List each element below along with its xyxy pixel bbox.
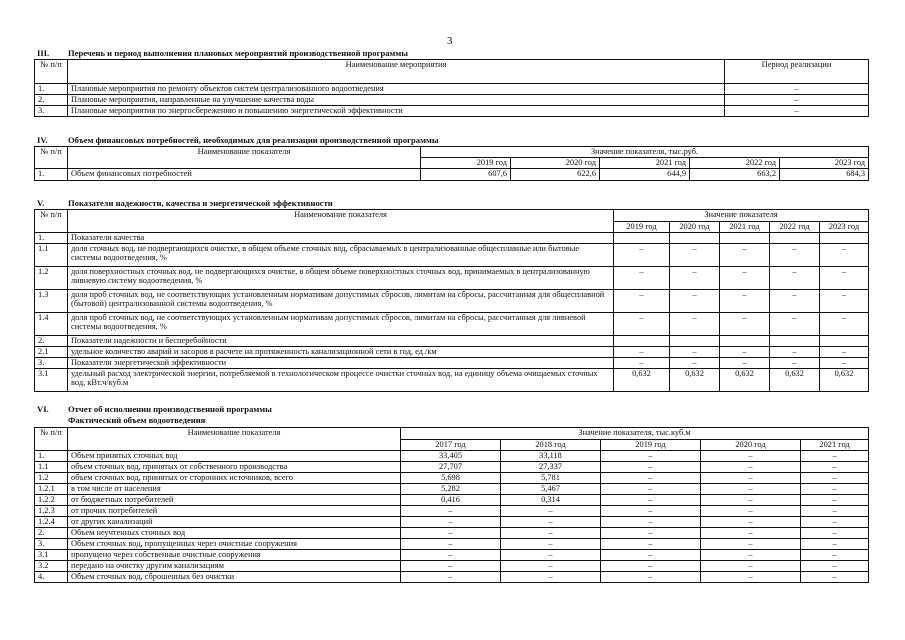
row-value: – [670, 358, 720, 369]
table-row [35, 539, 869, 550]
table-row [35, 169, 869, 181]
header-no: № п/п [35, 428, 68, 451]
section-4-title: Объем финансовых потребностей, необходимых для реализации производственной программы [68, 135, 439, 145]
header-no: № п/п [35, 210, 68, 233]
table-row [35, 462, 869, 473]
header-year: 2023 год [780, 158, 869, 169]
section-3-title: Перечень и период выполнения плановых мероприятий производственной программы [68, 48, 408, 58]
row-period: – [725, 84, 869, 95]
row-value: 684,3 [780, 169, 869, 181]
row-no: 1.3 [35, 290, 68, 313]
header-indicator-name: Наименование показателя [68, 147, 421, 169]
section-4-heading [37, 136, 439, 145]
header-year: 2021 год [801, 440, 869, 451]
row-name: Показатели качества [68, 233, 614, 244]
row-value: 27,337 [501, 462, 601, 473]
row-no: 2. [35, 336, 68, 347]
section-6-subtitle: Фактический объем водоотведения [68, 415, 206, 425]
table-header-row [35, 60, 869, 84]
row-value: – [770, 347, 820, 358]
row-value: 33,118 [501, 451, 601, 462]
row-value: – [601, 495, 701, 506]
header-indicator-name: Наименование показателя [68, 210, 614, 233]
row-value: – [720, 290, 770, 313]
table-row [35, 233, 869, 244]
row-name: от прочих потребителей [68, 506, 401, 517]
row-name: пропущено через собственные очистные сооружения [68, 550, 401, 561]
row-value: – [701, 484, 801, 495]
row-value: 644,9 [600, 169, 690, 181]
row-value: 5,698 [401, 473, 501, 484]
row-value: – [401, 506, 501, 517]
row-value: – [601, 528, 701, 539]
row-no: 2.1 [35, 347, 68, 358]
section-5-title: Показатели надежности, качества и энергетической эффективности [68, 198, 333, 208]
table-header-row [35, 428, 869, 440]
row-value: – [614, 267, 670, 290]
row-value: – [701, 517, 801, 528]
row-value: – [701, 506, 801, 517]
row-value: – [501, 550, 601, 561]
row-no: 1.2.1 [35, 484, 68, 495]
row-no: 1.2.4 [35, 517, 68, 528]
row-name: доля поверхностных сточных вод, не подвергающихся очистке, в общем объеме поверхностных сточных вод, принимаемых в централизованную ливневую систему водоотведения, % [68, 267, 614, 290]
row-value: – [401, 561, 501, 572]
row-name: доля проб сточных вод, не соответствующих установленным нормативам допустимых сбросов, лимитам на сбросы, рассчитанная для ливневой системы водоотведения, % [68, 313, 614, 336]
row-value: – [820, 267, 869, 290]
row-value: – [720, 313, 770, 336]
header-year: 2022 год [770, 222, 820, 233]
row-no: 1. [35, 451, 68, 462]
row-no: 1. [35, 169, 68, 181]
row-name: в том числе от населения [68, 484, 401, 495]
table-row [35, 313, 869, 336]
row-value: – [701, 495, 801, 506]
row-value: – [801, 495, 869, 506]
table-row [35, 358, 869, 369]
row-no: 1.2 [35, 267, 68, 290]
row-value: – [801, 506, 869, 517]
row-value: 5,467 [501, 484, 601, 495]
table-row [35, 517, 869, 528]
row-name: от бюджетных потребителей [68, 495, 401, 506]
row-value: – [670, 267, 720, 290]
table-row [35, 336, 869, 347]
row-value: – [501, 561, 601, 572]
row-name: Плановые мероприятия по ремонту объектов систем централизованного водоотведения [68, 84, 725, 95]
row-value: 0,632 [614, 369, 670, 392]
header-year: 2019 год [421, 158, 511, 169]
row-name: от других канализаций [68, 517, 401, 528]
row-value: – [601, 506, 701, 517]
row-no: 2. [35, 528, 68, 539]
row-value: – [720, 267, 770, 290]
row-name: объем сточных вод, принятых от сторонних источников, всего [68, 473, 401, 484]
row-value: – [614, 244, 670, 267]
table-row [35, 451, 869, 462]
row-value: – [801, 462, 869, 473]
row-no: 3.1 [35, 550, 68, 561]
header-year: 2020 год [511, 158, 600, 169]
row-value: – [614, 358, 670, 369]
row-value: – [801, 451, 869, 462]
table-header-row [35, 147, 869, 158]
row-no: 3.1 [35, 369, 68, 392]
row-value: 622,6 [511, 169, 600, 181]
section-6-heading [37, 405, 272, 414]
row-value: – [601, 561, 701, 572]
row-value: – [401, 550, 501, 561]
table-row [35, 572, 869, 583]
table-row [35, 84, 869, 95]
row-name: Показатели энергетической эффективности [68, 358, 614, 369]
table-body [35, 451, 869, 583]
row-value: – [401, 572, 501, 583]
row-name: Плановые мероприятия, направленные на улучшение качества воды [68, 95, 725, 106]
row-value: 0,632 [770, 369, 820, 392]
header-period: Период реализации [725, 60, 869, 84]
row-no: 1.4 [35, 313, 68, 336]
row-value: 0,632 [720, 369, 770, 392]
row-name: удельный расход электрической энергии, потребляемой в технологическом процессе очистки сточных вод, на единицу объема очищаемых сточных вод, кВт.ч/куб.м [68, 369, 614, 392]
table-row [35, 506, 869, 517]
row-value: – [770, 290, 820, 313]
row-value: – [701, 539, 801, 550]
row-value: – [601, 462, 701, 473]
row-value: – [614, 290, 670, 313]
header-value: Значение показателя, тыс.руб. [421, 147, 869, 158]
row-name: Объем неучтенных сточных вод [68, 528, 401, 539]
row-name: удельное количество аварий и засоров в расчете на протяженность канализационной сети в год, ед./км [68, 347, 614, 358]
header-year: 2020 год [670, 222, 720, 233]
row-value: – [670, 347, 720, 358]
row-value: – [801, 528, 869, 539]
header-year: 2023 год [820, 222, 869, 233]
table-row [35, 369, 869, 392]
table-row [35, 347, 869, 358]
header-year: 2021 год [720, 222, 770, 233]
row-no: 1.1 [35, 244, 68, 267]
table-row [35, 95, 869, 106]
row-value: 0,416 [401, 495, 501, 506]
table-row [35, 106, 869, 117]
row-no: 3.2 [35, 561, 68, 572]
table-row [35, 267, 869, 290]
header-indicator-name: Наименование показателя [68, 428, 401, 451]
row-value: – [601, 451, 701, 462]
row-value: – [501, 528, 601, 539]
header-measure-name: Наименование мероприятия [68, 60, 725, 84]
row-value: – [820, 347, 869, 358]
row-name: Объем сточных вод, сброшенных без очистки [68, 572, 401, 583]
row-value: – [801, 550, 869, 561]
row-value: – [701, 528, 801, 539]
row-name: Объем сточных вод, пропущенных через очистные сооружения [68, 539, 401, 550]
row-no: 1.2 [35, 473, 68, 484]
table-row [35, 528, 869, 539]
table-row [35, 290, 869, 313]
row-value: – [501, 517, 601, 528]
row-value: 5,781 [501, 473, 601, 484]
table-row [35, 561, 869, 572]
row-value: 33,405 [401, 451, 501, 462]
row-value: – [801, 539, 869, 550]
row-value: – [601, 473, 701, 484]
row-value: – [820, 358, 869, 369]
row-value: 607,6 [421, 169, 511, 181]
header-no: № п/п [35, 60, 68, 84]
header-value: Значение показателя, тыс.куб.м [401, 428, 869, 440]
row-value: – [770, 244, 820, 267]
row-value: 0,632 [820, 369, 869, 392]
row-no: 1. [35, 84, 68, 95]
row-value: – [801, 484, 869, 495]
row-value: – [601, 539, 701, 550]
row-value: 663,2 [690, 169, 780, 181]
row-name: доля сточных вод, не подвергающихся очистке, в общем объеме сточных вод, сбрасываемых в централизованные общесплавные или бытовые системы водоотведения, % [68, 244, 614, 267]
row-no: 1.1 [35, 462, 68, 473]
row-value: – [801, 517, 869, 528]
row-value: – [701, 561, 801, 572]
section-6-number: VI. [37, 404, 49, 414]
row-value: – [601, 517, 701, 528]
header-no: № п/п [35, 147, 68, 169]
row-no: 3. [35, 358, 68, 369]
row-value: – [601, 550, 701, 561]
row-value: – [720, 358, 770, 369]
row-name: Плановые мероприятия по энергосбережению и повышению энергетической эффективности [68, 106, 725, 117]
header-year: 2021 год [600, 158, 690, 169]
header-year: 2018 год [501, 440, 601, 451]
header-year: 2019 год [614, 222, 670, 233]
row-value: – [770, 267, 820, 290]
table-row [35, 244, 869, 267]
header-year: 2020 год [701, 440, 801, 451]
row-value: – [670, 244, 720, 267]
row-no: 2. [35, 95, 68, 106]
row-value: – [801, 561, 869, 572]
row-no: 1.2.3 [35, 506, 68, 517]
table-financial-needs [34, 146, 869, 181]
row-value: – [501, 539, 601, 550]
row-no: 3. [35, 106, 68, 117]
row-value: 0,314 [501, 495, 601, 506]
row-value: 0,632 [670, 369, 720, 392]
row-value: – [701, 572, 801, 583]
row-value: – [670, 290, 720, 313]
table-row [35, 550, 869, 561]
section-5-number: V. [37, 198, 45, 208]
row-value: – [801, 572, 869, 583]
header-value: Значение показателя [614, 210, 869, 222]
row-value: – [701, 550, 801, 561]
section-3-heading [37, 49, 408, 58]
table-reliability-indicators [34, 209, 869, 392]
row-period: – [725, 106, 869, 117]
row-name: передано на очистку другим канализациям [68, 561, 401, 572]
row-value: – [820, 290, 869, 313]
section-6-title: Отчет об исполнении производственной программы [68, 404, 272, 414]
table-row [35, 495, 869, 506]
row-name: Объем принятых сточных вод [68, 451, 401, 462]
row-value: – [614, 347, 670, 358]
row-value: – [501, 506, 601, 517]
row-no: 1. [35, 233, 68, 244]
row-name: объем сточных вод, принятых от собственного производства [68, 462, 401, 473]
row-value: – [801, 473, 869, 484]
section-3-number: III. [37, 48, 50, 58]
row-value: – [770, 358, 820, 369]
row-value: – [401, 528, 501, 539]
row-value: – [401, 517, 501, 528]
row-name: Показатели надежности и бесперебойности [68, 336, 614, 347]
section-4-number: IV. [37, 135, 48, 145]
row-value: – [720, 244, 770, 267]
row-no: 1.2.2 [35, 495, 68, 506]
row-value: – [770, 313, 820, 336]
row-value: – [701, 462, 801, 473]
header-year: 2019 год [601, 440, 701, 451]
row-value: – [601, 484, 701, 495]
row-no: 4. [35, 572, 68, 583]
row-value: 5,282 [401, 484, 501, 495]
row-value: – [401, 539, 501, 550]
row-value: – [601, 572, 701, 583]
row-value: – [701, 451, 801, 462]
row-name: Объем финансовых потребностей [68, 169, 421, 181]
header-year: 2017 год [401, 440, 501, 451]
row-value: – [820, 244, 869, 267]
row-value: – [820, 313, 869, 336]
section-5-heading [37, 199, 333, 208]
row-no: 3. [35, 539, 68, 550]
header-year: 2022 год [690, 158, 780, 169]
row-value: 27,707 [401, 462, 501, 473]
row-value: – [670, 313, 720, 336]
row-value: – [720, 347, 770, 358]
row-period: – [725, 95, 869, 106]
table-planned-measures [34, 59, 869, 117]
row-name: доля проб сточных вод, не соответствующих установленным нормативам допустимых сбросов, лимитам на сбросы, рассчитанная для общесплавной (бытовой) централизованной системы водоотведения, % [68, 290, 614, 313]
row-value: – [701, 473, 801, 484]
row-value: – [614, 313, 670, 336]
table-row [35, 473, 869, 484]
page-number: 3 [447, 35, 453, 47]
table-wastewater-volume [34, 427, 869, 583]
table-header-row [35, 210, 869, 222]
table-row [35, 484, 869, 495]
row-value: – [501, 572, 601, 583]
